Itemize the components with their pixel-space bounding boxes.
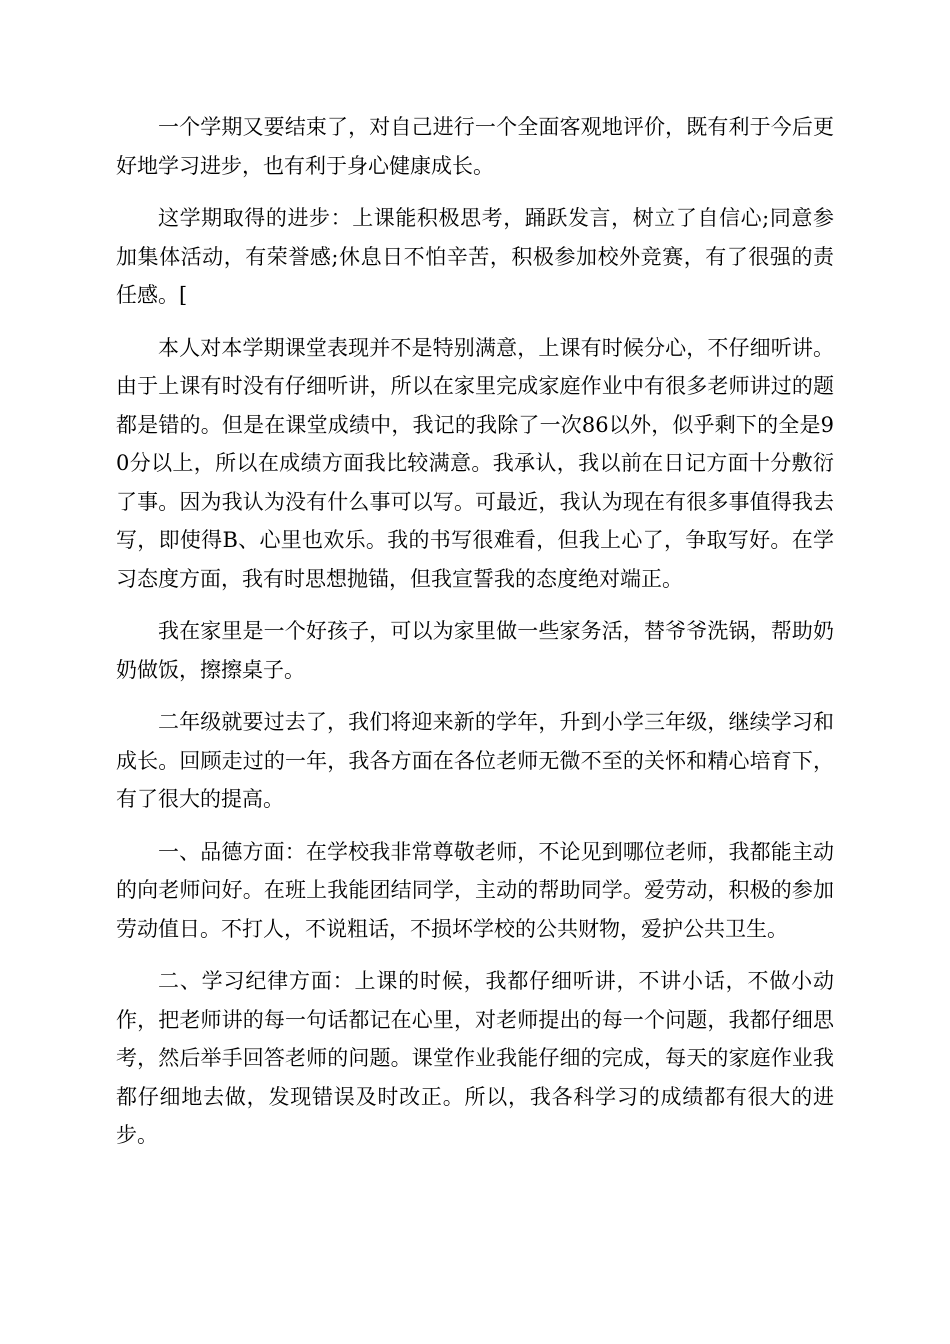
paragraph-3: 本人对本学期课堂表现并不是特别满意，上课有时候分心，不仔细听讲。由于上课有时没有仔细听讲，所以在家里完成家庭作业中有很多老师讲过的题都是错的。但是在课堂成绩中，我记的我除了一次86以外，似乎剩下的全是90分以上，所以在成绩方面我比较满意。我承认，我以前在日记方面十分敷衍了事。因为我认为没有什么事可以写。可最近，我认为现在有很多事值得我去写，即使得B、心里也欢乐。我的书写很难看，但我上心了，争取写好。在学习态度方面，我有时思想抛锚，但我宣誓我的态度绝对端正。: [116, 335, 834, 591]
paragraph-4: 我在家里是一个好孩子，可以为家里做一些家务活，替爷爷洗锅，帮助奶奶做饭，擦擦桌子。: [116, 619, 834, 682]
paragraph-7: 二、学习纪律方面：上课的时候，我都仔细听讲，不讲小话，不做小动作，把老师讲的每一句话都记在心里，对老师提出的每一个问题，我都仔细思考，然后举手回答老师的问题。课堂作业我能仔细的完成，每天的家庭作业我都仔细地去做，发现错误及时改正。所以，我各科学习的成绩都有很大的进步。: [116, 969, 834, 1147]
paragraph-2: 这学期取得的进步：上课能积极思考，踊跃发言，树立了自信心;同意参加集体活动，有荣誉感;休息日不怕辛苦，积极参加校外竞赛，有了很强的责任感。[: [116, 206, 834, 307]
paragraph-6: 一、品德方面：在学校我非常尊敬老师，不论见到哪位老师，我都能主动的向老师问好。在班上我能团结同学，主动的帮助同学。爱劳动，积极的参加劳动值日。不打人，不说粗话，不损坏学校的公共财物，爱护公共卫生。: [116, 839, 834, 941]
paragraph-1: 一个学期又要结束了，对自己进行一个全面客观地评价，既有利于今后更好地学习进步，也有利于身心健康成长。: [116, 115, 834, 178]
document-page: [116, 108, 834, 1169]
paragraph-5: 二年级就要过去了，我们将迎来新的学年，升到小学三年级，继续学习和成长。回顾走过的一年，我各方面在各位老师无微不至的关怀和精心培育下，有了很大的提高。: [116, 710, 834, 811]
